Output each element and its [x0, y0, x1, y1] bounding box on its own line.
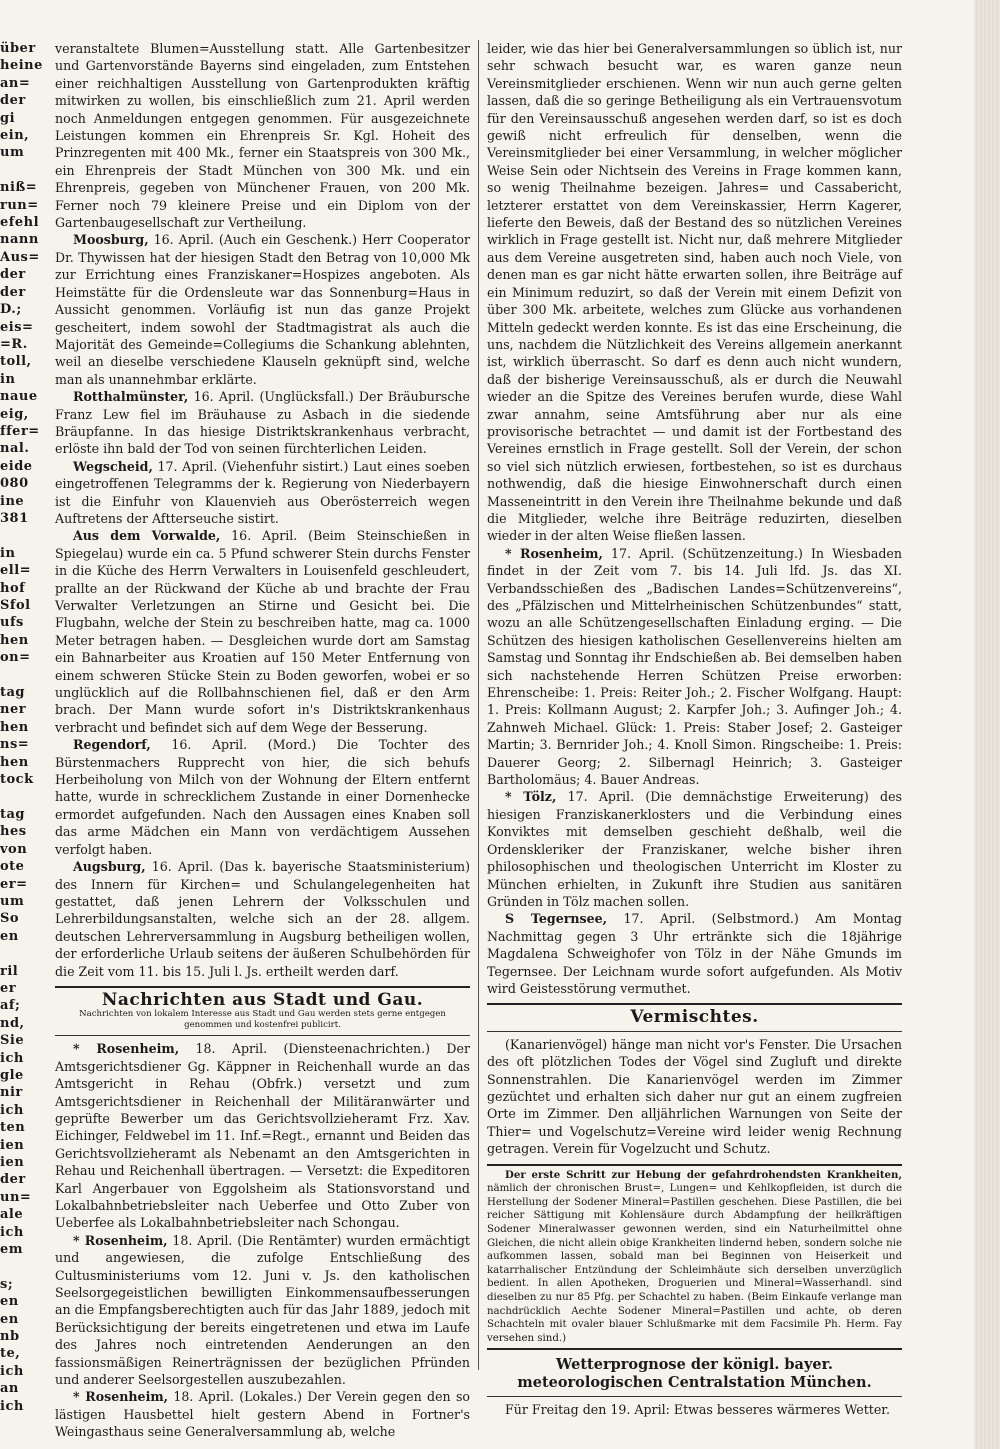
fragment-line: 080: [0, 476, 29, 492]
dateline: S Tegernsee,: [505, 911, 607, 927]
fragment-line: [0, 162, 30, 179]
section-divider: [487, 1003, 902, 1005]
fragment-line: er: [0, 980, 17, 996]
dateline: * Rosenheim,: [73, 1041, 180, 1057]
section-title-local-news: Nachrichten aus Stadt und Gau.: [101, 989, 424, 1010]
fragment-line: ich: [0, 1363, 24, 1379]
fragment-line: ien: [0, 1137, 25, 1153]
fragment-line: ril: [0, 963, 19, 979]
article-canaries: (Kanarienvögel) hänge man nicht vor's Fenster. Die Ursachen des oft plötzlichen Todes der Vögel sind Zugluft und direkte Sonnenstrahlen. Die Kanarienvögel werden im Zimmer gezüchtet und erhalten sich daher nur gut an einem zugfreien Orte im Zimmer. Den alljährlichen Warnungen von Seite der Thier= und Vogelschutz=Vereine wird leider wenig Rechnung getragen. Verein für Vogelzucht und Schutz.: [487, 1036, 902, 1157]
article-rotthalmuenster: [55, 388, 470, 458]
fragment-line: [0, 667, 30, 684]
fragment-line: nann: [0, 232, 39, 248]
article-moosburg: [55, 231, 470, 388]
fragment-line: tag: [0, 685, 26, 701]
fragment-line: So: [0, 911, 20, 927]
article-body: 16. April. (Unglücksfall.) Der Bräubursche Franz Lew fiel im Bräuhause zu Asbach in die siedende Bräupfanne. In das hiesige Distriktskrankenhaus verbracht, erlöste ihn bald der Tod von seinen fürchterlichen Leiden.: [55, 389, 470, 457]
article-body: 18. April. (Die Rentämter) wurden ermächtigt und angewiesen, die zufolge Entschließung des Cultusministeriums vom 12. Juni v. Js. den katholischen Seelsorgegeistlichen bewilligten Einkommensaufbesserungen an die Empfangsberechtigten auch für das Jahr 1889, jedoch mit Berücksichtigung der bereits eingetretenen und etwa im Laufe des Jahres noch eintretenden Aenderungen an den fassionsmäßigen Reinerträgnissen der bezüglichen Pfründen und anderer Seelsorgestellen auszubezahlen.: [55, 1232, 470, 1388]
dateline: Moosburg,: [73, 232, 149, 248]
fragment-line: ffer=: [0, 423, 40, 439]
article-augsburg: [55, 858, 470, 980]
fragment-line: der: [0, 267, 26, 283]
section-subtitle: Nachrichten von lokalem Interesse aus Stadt und Gau werden stets gerne entgegen genommen und kostenfrei publicirt.: [79, 1009, 446, 1031]
article-body: 17. April. (Selbstmord.) Am Montag Nachmittag gegen 3 Uhr ertränkte sich die 18jährige Magdalena Schweighofer von Tölz in der Nähe Gmunds im Tegernsee. Der Leichnam wurde sofort aufgefunden. Als Motiv wird Geistesstörung vermuthet.: [487, 911, 902, 996]
article-rosenheim-staff: [55, 1040, 470, 1231]
fragment-line: af;: [0, 998, 21, 1014]
article-wegscheid: [55, 458, 470, 528]
article-body: 16. April. (Beim Steinschießen in Spiegelau) wurde ein ca. 5 Pfund schwerer Stein durchs Fenster in die Küche des Herrn Verwalters in Louisenfeld geschleudert, prallte an der Rückwand der Küche ab und brachte der Frau Verwalter Verletzungen an Stirne und Gesicht bei. Die Flugbahn, welche der Stein zu beschreiben hatte, mag ca. 1000 Meter betragen haben. — Desgleichen wurde dort am Samstag ein Bahnarbeiter aus Kroatien auf 150 Meter Entfernung von einem schweren Stücke Stein zu Boden geworfen, wobei er so unglücklich auf die Rollbahnschienen fiel, daß er den Arm brach. Der Mann wurde sofort in's Distriktskrankenhaus verbracht und befindet sich auf dem Wege der Besserung.: [55, 528, 470, 735]
fragment-line: toll,: [0, 354, 32, 370]
fragment-line: efehl: [0, 215, 40, 231]
fragment-line: über: [0, 41, 36, 56]
dateline: * Tölz,: [505, 789, 557, 805]
dateline: Augsburg,: [73, 859, 146, 875]
fragment-line: [0, 527, 30, 544]
fragment-line: en: [0, 928, 19, 944]
dateline: * Rosenheim,: [73, 1389, 169, 1405]
article-body: 18. April. (Diensteenachrichten.) Der Amtsgerichtsdiener Gg. Käppner in Reichenhall wurde an das Amtsgericht in Rehau (Obfrk.) versetzt und zum Amtsgerichtsdiener in Reichenhall der Militäranwärter und geprüfte Bewerber um das Gerichtsvollzieheramt Frz. Xav. Eichinger, Feldwebel im 11. Inf.=Regt., ernannt und Beiden das Gerichtsvollzieheramt als Nebenamt an den Amtsgerichten in Rehau und Reichenhall übertragen. — Versetzt: die Expeditoren Karl Angerbauer von Eggolsheim als Stationsvorstand und Lokalbahnbetriebsleiter nach Ueberfee und Otto Zuber von Ueberfee als Lokalbahnbetriebsleiter nach Schongau.: [55, 1041, 470, 1231]
section-divider: [55, 986, 470, 988]
fragment-line: Sfol: [0, 598, 31, 613]
fragment-line: hen: [0, 719, 29, 735]
section-divider: [487, 1396, 902, 1397]
weather-forecast: Für Freitag den 19. April: Etwas besseres wärmeres Wetter.: [505, 1402, 890, 1418]
fragment-line: von: [0, 841, 28, 857]
article-body: 17. April. (Viehenfuhr sistirt.) Laut eines soeben eingetroffenen Telegramms der k. Regierung von Niederbayern ist die Einfuhr von Klauenvieh aus Oberösterreich wegen Auftretens der Aftterseuche sistirt.: [55, 458, 470, 526]
fragment-line: [0, 788, 30, 805]
weather-forecast-title: Wetterprognose der königl. bayer. meteorologischen Centralstation München.: [517, 1356, 872, 1392]
fragment-line: in: [0, 371, 16, 387]
fragment-line: an: [0, 1381, 19, 1397]
fragment-line: in: [0, 545, 16, 561]
dateline: Aus dem Vorwalde,: [73, 528, 221, 544]
fragment-line: run=: [0, 197, 39, 213]
fragment-line: nb: [0, 1329, 20, 1345]
fragment-line: hes: [0, 824, 27, 840]
fragment-line: gi: [0, 110, 16, 126]
fragment-line: er=: [0, 876, 28, 892]
article-regendorf: [55, 736, 470, 858]
article-flower-show: veranstaltete Blumen=Ausstellung statt. Alle Gartenbesitzer und Gartenvorstände Bayerns sind eingeladen, zum Entstehen einer reichhaltigen Ausstellung von Gartenprodukten kräftig mitwirken zu wollen, bis einschließlich zum 21. April werden noch Anmeldungen entgegen genommen. Für ausgezeichnete Leistungen kommen ein Ehrenpreis Sr. Kgl. Hoheit des Prinzregenten mit 400 Mk., ferner ein Staatspreis von 300 Mk., ein Ehrenpreis der Stadt München von 300 Mk. und ein Ehrenpreis, gegeben von Münchener Frauen, von 200 Mk. Ferner noch 79 kleinere Preise und ein Diplom von der Gartenbaugesellschaft zur Vertheilung.: [55, 41, 470, 231]
fragment-line: heine: [0, 58, 43, 74]
page-edge: [974, 0, 1000, 1449]
fragment-line: naue: [0, 389, 38, 405]
fragment-line: Sie: [0, 1033, 25, 1049]
fragment-line: [0, 945, 30, 962]
dateline: * Rosenheim,: [505, 545, 603, 561]
fragment-line: 381: [0, 510, 29, 526]
fragment-line: ien: [0, 1155, 25, 1170]
section-divider: [487, 1031, 902, 1032]
article-body: 17. April. (Die demnächstige Erweiterung) des hiesigen Franziskanerklosters und die Verbindung eines Konviktes mit demselben geschieht deßhalb, weil die Ordenskleriker der Franziskaner, welche bisher ihren philosophischen und theologischen Unterricht im Kloster zu München erhielten, in Zukunft ihre Studien aus sanitären Gründen in Tölz machen sollen.: [487, 789, 902, 909]
fragment-line: en: [0, 1311, 19, 1327]
fragment-line: tag: [0, 806, 26, 822]
fragment-line: un=: [0, 1189, 32, 1205]
fragment-line: ten: [0, 1120, 26, 1136]
section-divider: [55, 1035, 470, 1036]
fragment-line: =R.: [0, 336, 28, 352]
column-left: [55, 40, 470, 1440]
fragment-line: eis=: [0, 319, 34, 335]
advertisement-body: nämlich der chronischen Brust=, Lungen= und Kehlkopfleiden, ist durch die Herstellung der Sodener Mineral=Pastillen geschehen. Diese Pastillen, die bei reicher Sättigung mit Kohlensäure durch Abdampfung der heilkräftigen Sodener Mineralwasser gewonnen werden, sind ein Naturheilmittel ohne Gleichen, die nicht allein obige Krankheiten lindernd heben, sondern solche nie aufkommen lassen, sobald man bei Beginnen von Heiserkeit und katarrhalischer Entzündung der Schleimhäute sich derselben unverzüglich bedient. In allen Apotheken, Droguerien und Mineral=Wasserhandl. sind dieselben zu nur 85 Pfg. per Schachtel zu haben. (Beim Einkaufe verlange man nachdrücklich Aechte Sodener Mineral=Pastillen und achte, ob deren Schachteln mit ovaler blauer Schlußmarke mit dem Facsimile Ph. Herm. Fay versehen sind.): [487, 1183, 902, 1344]
article-toelz: [487, 788, 902, 910]
advertisement-heading: Der erste Schritt zur Hebung der gefahrdrohendsten Krankheiten,: [505, 1168, 902, 1181]
fragment-line: eig,: [0, 406, 29, 422]
dateline: * Rosenheim,: [73, 1232, 168, 1248]
fragment-line: nd,: [0, 1015, 25, 1031]
article-rosenheim-rentaemter: [55, 1232, 470, 1389]
article-body: 16. April. (Mord.) Die Tochter des Bürstenmachers Rupprecht von hier, die sich behufs Herbeiholung von Milch von der Wohnung der Eltern entfernt hatte, wurde in schrecklichem Zustande in einer Dornenhecke ermordet aufgefunden. Nach den Aussagen eines Knaben soll das arme Mädchen ein Mann von verdächtigem Aussehen verfolgt haben.: [55, 737, 470, 857]
fragment-line: hen: [0, 754, 29, 770]
fragment-line: der: [0, 284, 26, 300]
fragment-line: ner: [0, 702, 27, 718]
fragment-line: an=: [0, 75, 31, 91]
fragment-line: ote: [0, 859, 25, 875]
article-tegernsee: [487, 910, 902, 997]
fragment-line: ein,: [0, 128, 30, 144]
section-title-miscellaneous: Vermischtes.: [630, 1007, 759, 1028]
fragment-line: ell=: [0, 563, 32, 579]
fragment-line: s;: [0, 1276, 14, 1292]
fragment-line: nir: [0, 1085, 23, 1101]
article-rosenheim-lokales: [55, 1388, 470, 1440]
fragment-line: te,: [0, 1346, 21, 1362]
advertisement-text: [487, 1169, 902, 1346]
dateline: Rotthalmünster,: [73, 389, 189, 405]
column-right: [487, 40, 902, 1418]
fragment-line: eide: [0, 458, 33, 474]
fragment-line: ine: [0, 493, 25, 509]
advertisement-soden-pastilles: [487, 1164, 902, 1351]
fragment-line: ich: [0, 1224, 24, 1240]
article-vorwalde: [55, 527, 470, 736]
article-verein-continued: leider, wie das hier bei Generalversammlungen so üblich ist, nur sehr schwach besucht war, es waren ganze neun Vereinsmitglieder erschienen. Wenn wir nun auch gerne gelten lassen, daß die so geringe Betheiligung als ein Vertrauensvotum für den Vereinsausschuß angesehen werden darf, so ist es doch gewiß nicht erfreulich für denselben, wenn die Vereinsmitglieder bei einer Versammlung, in welcher möglicher Weise Sein oder Nichtsein des Vereins in Frage kommen kann, so wenig Theilnahme bezeigen. Jahres= und Cassabericht, letzterer erstattet von dem Vereinskassier, Herrn Kagerer, lieferte den Beweis, daß der Bestand des so nützlichen Vereines wirklich in Frage gestellt ist. Nicht nur, daß mehrere Mitglieder aus dem Vereine ausgetreten sind, haben auch noch Viele, von denen man es gar nicht hätte erwarten sollen, ihre Beiträge auf ein Minimum reduzirt, so daß der Verein mit einem Defizit von über 300 Mk. arbeitete, welches zum Glücke aus vorhandenen Mitteln gedeckt werden konnte. Es ist das eine Erscheinung, die uns, nachdem die Nützlichkeit des Vereins allgemein anerkannt ist, wirklich überrascht. So darf es denn auch nicht wundern, daß der bisherige Vereinsausschuß, als er durch die Neuwahl wieder an die Spitze des Vereines berufen wurde, diese Wahl zwar annahm, seine Amtsführung aber nur als eine provisorische betrachtet — und damit ist der Fortbestand des Vereines ernstlich in Frage gestellt. Soll der Verein, der schon so viel sich nützlich erwiesen, fortbestehen, so ist es durchaus nothwendig, daß die hiesige Einwohnerschaft durch einen Masseneintritt in den Verein ihre Theilnahme bekunde und daß die Mitglieder, welche ihre Beiträge reduzirten, dieselben wieder in der alten Weise fließen lassen.: [487, 41, 902, 544]
fragment-line: en: [0, 1294, 19, 1310]
column-divider: [478, 40, 479, 1370]
fragment-line: ale: [0, 1207, 24, 1223]
fragment-line: der: [0, 1172, 26, 1188]
article-body: 16. April. (Das k. bayerische Staatsministerium) des Innern für Kirchen= und Schulangelegenheiten hat gestattet, daß jenen Lehrern der Volksschulen und Lehrerbildungsanstalten, welche sich an der 28. allgem. deutschen Lehrerversammlung in Augsburg betheiligen wollen, der erforderliche Urlaub seitens der äußeren Schulbehörden für die Zeit vom 11. bis 15. Juli l. Js. ertheilt werden darf.: [55, 859, 470, 979]
fragment-line: niß=: [0, 180, 38, 196]
fragment-line: on=: [0, 650, 31, 666]
fragment-line: ich: [0, 1050, 24, 1066]
fragment-line: um: [0, 145, 25, 161]
fragment-line: hof: [0, 580, 26, 596]
fragment-line: um: [0, 893, 25, 909]
fragment-line: em: [0, 1242, 24, 1258]
fragment-line: tock: [0, 772, 34, 788]
fragment-line: der: [0, 93, 26, 109]
fragment-line: ns=: [0, 737, 30, 753]
fragment-line: D.;: [0, 302, 22, 318]
dateline: Wegscheid,: [73, 458, 153, 474]
fragment-line: ich: [0, 1398, 24, 1414]
left-column-fragment: [0, 40, 43, 1414]
fragment-line: ich: [0, 1102, 24, 1118]
fragment-line: gle: [0, 1067, 24, 1083]
article-rosenheim-shooting: [487, 545, 902, 789]
article-body: 17. April. (Schützenzeitung.) In Wiesbaden findet in der Zeit vom 7. bis 14. Juli lfd. Js. das XI. Verbandsschießen des „Badischen Landes=Schützenvereins“, des „Pfälzischen und Mittelrheinischen Schützenbundes“ statt, wozu an alle Schützengesellschaften Einladung erging. — Die Schützen des hiesigen katholischen Gesellenvereins hielten am Samstag und Sonntag ihr Endschießen ab. Bei demselben haben sich nachstehende Herren Schützen Preise erworben: Ehrenscheibe: 1. Preis: Reiter Joh.; 2. Fischer Wolfgang. Haupt: 1. Preis: Kollmann August; 2. Karpfer Joh.; 3. Aufinger Joh.; 4. Zahnweh Michael. Glück: 1. Preis: Staber Josef; 2. Gasteiger Martin; 3. Bernrider Joh.; 4. Knoll Simon. Ringscheibe: 1. Preis: Dauerer Georg; 2. Silbernagl Heinrich; 3. Gasteiger Bartholomäus; 4. Bauer Andreas.: [487, 545, 902, 788]
fragment-line: nal.: [0, 441, 30, 457]
fragment-line: Aus=: [0, 249, 40, 265]
article-body: 16. April. (Auch ein Geschenk.) Herr Cooperator Dr. Thywissen hat der hiesigen Stadt den Betrag von 10,000 Mk zur Errichtung eines Franziskaner=Hospizes angeboten. Als Heimstätte für die Ordensleute war das Sonnenburg=Haus in Aussicht genommen. Vorläufig ist nun das ganze Projekt gescheitert, indem sowohl der Stadtmagistrat als auch die Majorität des Gemeinde=Collegiums die Schankung ablehnten, weil an dieselbe verschiedene Klauseln geknüpft sind, welche man als unannehmbar erklärte.: [55, 232, 470, 387]
article-body: 18. April. (Lokales.) Der Verein gegen den so lästigen Hausbettel hielt gestern Abend in Fortner's Weingasthaus seine Generalversammlung ab, welche: [55, 1389, 470, 1440]
dateline: Regendorf,: [73, 737, 151, 753]
fragment-line: hen: [0, 632, 29, 648]
fragment-line: [0, 1258, 30, 1275]
fragment-line: ufs: [0, 615, 24, 631]
